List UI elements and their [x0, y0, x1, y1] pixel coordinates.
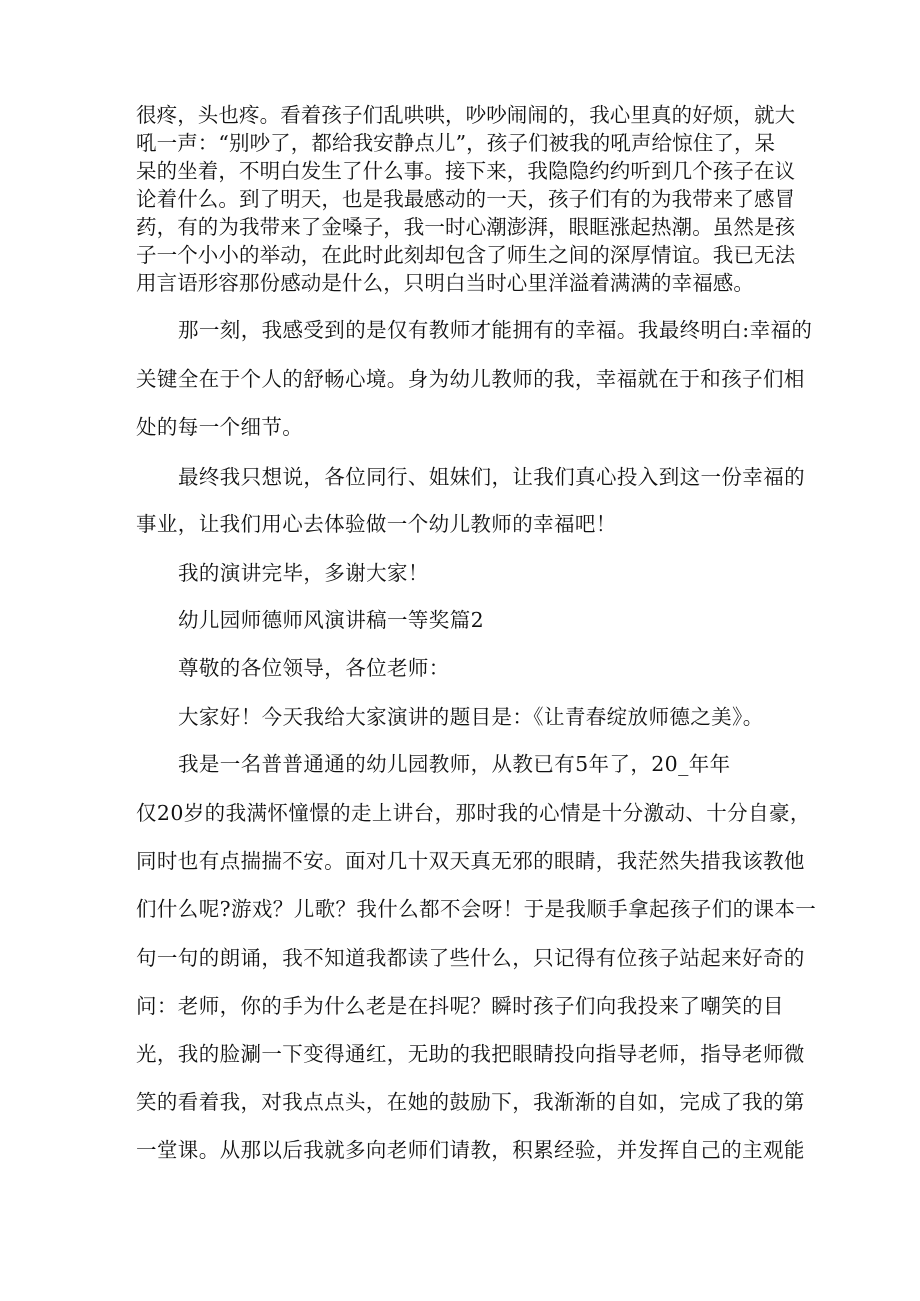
salutation: 尊敬的各位领导，各位老师： [178, 656, 450, 680]
closing-line: 我的演讲完毕，多谢大家！ [178, 561, 429, 585]
text-line: 药，有的为我带来了金嗓子，我一时心潮澎湃，眼眶涨起热潮。虽然是孩 [136, 215, 796, 239]
greeting: 大家好！今天我给大家演讲的题目是：《让青春绽放师德之美》。 [178, 705, 764, 729]
text-line: 们什么呢?游戏？儿歌？我什么都不会呀！于是我顺手拿起孩子们的课本一 [136, 897, 817, 921]
text-line: 问：老师，你的手为什么老是在抖呢？瞬时孩子们向我投来了嘲笑的目 [136, 994, 784, 1018]
text-line: 子一个小小的举动，在此时此刻却包含了师生之间的深厚情谊。我已无法 [136, 243, 796, 267]
text-line: 呆的坐着，不明白发生了什么事。接下来，我隐隐约约听到几个孩子在议 [136, 159, 796, 183]
text-line: 仅20岁的我满怀憧憬的走上讲台，那时我的心情是十分激动、十分自豪， [136, 801, 811, 825]
text-line: 处的每一个细节。 [136, 415, 304, 439]
text-line: 我是一名普普通通的幼儿园教师，从教已有5年了，20_年年 [178, 752, 731, 776]
text-line: 论着什么。到了明天，也是我最感动的一天，孩子们有的为我带来了感冒 [136, 187, 796, 211]
text-line: 吼一声：“别吵了，都给我安静点儿”，孩子们被我的吼声给惊住了，呆 [136, 131, 776, 155]
text-line: 同时也有点揣揣不安。面对几十双天真无邪的眼睛，我茫然失措我该教他 [136, 849, 805, 873]
text-line: 最终我只想说，各位同行、姐妹们，让我们真心投入到这一份幸福的 [178, 465, 805, 489]
text-line: 那一刻，我感受到的是仅有教师才能拥有的幸福。我最终明白:幸福的 [178, 318, 813, 342]
section-heading: 幼儿园师德师风演讲稿一等奖篇2 [178, 608, 485, 632]
text-line: 用言语形容那份感动是什么，只明白当时心里洋溢着满满的幸福感。 [136, 271, 754, 295]
text-line: 光，我的脸涮一下变得通红，无助的我把眼睛投向指导老师，指导老师微 [136, 1042, 805, 1066]
text-line: 句一句的朗诵，我不知道我都读了些什么，只记得有位孩子站起来好奇的 [136, 946, 805, 970]
text-line: 很疼，头也疼。看着孩子们乱哄哄，吵吵闹闹的，我心里真的好烦，就大 [136, 103, 796, 127]
text-line: 一堂课。从那以后我就多向老师们请教，积累经验，并发挥自己的主观能 [136, 1138, 805, 1162]
text-line: 事业，让我们用心去体验做一个幼儿教师的幸福吧！ [136, 512, 617, 536]
text-line: 笑的看着我，对我点点头，在她的鼓励下，我渐渐的自如，完成了我的第 [136, 1090, 805, 1114]
text-line: 关键全在于个人的舒畅心境。身为幼儿教师的我，幸福就在于和孩子们相 [136, 367, 805, 391]
